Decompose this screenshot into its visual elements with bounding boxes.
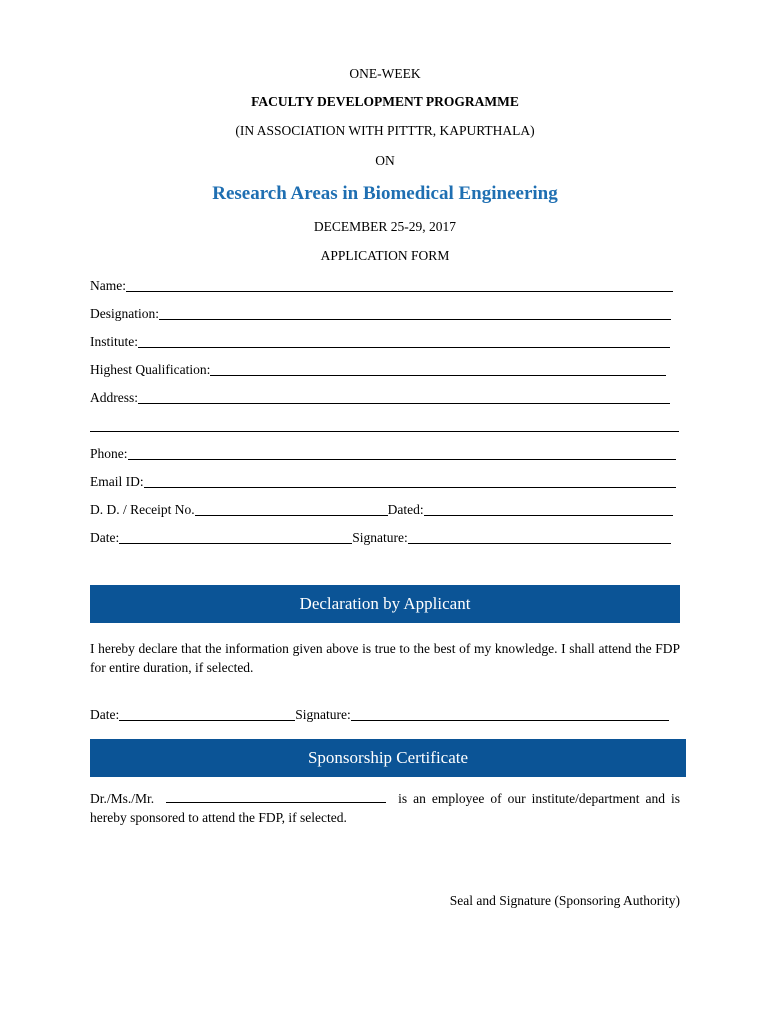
dated-label: Dated: bbox=[387, 502, 424, 517]
declaration-date-signature[interactable] bbox=[90, 707, 669, 723]
header-line-one-week: ONE-WEEK bbox=[349, 66, 421, 81]
address-continuation-line[interactable] bbox=[90, 418, 679, 432]
designation-label: Designation: bbox=[90, 306, 159, 321]
institute-input-line[interactable] bbox=[138, 334, 670, 348]
institute-field[interactable] bbox=[90, 334, 670, 350]
name-label: Name: bbox=[90, 278, 126, 293]
email-label: Email ID: bbox=[90, 474, 144, 489]
email-input-line[interactable] bbox=[144, 474, 676, 488]
declaration-signature-label: Signature: bbox=[295, 707, 351, 722]
address-field[interactable] bbox=[90, 390, 670, 406]
receipt-label: D. D. / Receipt No. bbox=[90, 502, 195, 517]
form-title: APPLICATION FORM bbox=[320, 248, 450, 263]
sponsorship-text bbox=[90, 789, 680, 827]
signature-input-line[interactable] bbox=[408, 530, 671, 544]
date-label: Date: bbox=[90, 530, 120, 545]
qualification-field[interactable] bbox=[90, 362, 666, 378]
header-association: (IN ASSOCIATION WITH PITTTR, KAPURTHALA) bbox=[235, 123, 535, 138]
name-input-line[interactable] bbox=[126, 278, 673, 292]
declaration-signature-line[interactable] bbox=[351, 707, 669, 721]
declaration-banner: Declaration by Applicant bbox=[90, 585, 680, 623]
institute-label: Institute: bbox=[90, 334, 138, 349]
sponsorship-banner: Sponsorship Certificate bbox=[90, 739, 686, 777]
header-programme: FACULTY DEVELOPMENT PROGRAMME bbox=[251, 94, 519, 109]
designation-input-line[interactable] bbox=[159, 306, 671, 320]
phone-label: Phone: bbox=[90, 446, 128, 461]
name-field[interactable] bbox=[90, 278, 673, 294]
address-label: Address: bbox=[90, 390, 138, 405]
email-field[interactable] bbox=[90, 474, 676, 490]
address-continuation-field[interactable] bbox=[90, 418, 679, 432]
declaration-date-line[interactable] bbox=[119, 707, 295, 721]
dated-input-line[interactable] bbox=[424, 502, 673, 516]
phone-field[interactable] bbox=[90, 446, 676, 462]
date-signature-field[interactable] bbox=[90, 530, 671, 546]
page-title: Research Areas in Biomedical Engineering bbox=[212, 183, 558, 204]
phone-input-line[interactable] bbox=[128, 446, 676, 460]
declaration-text: I hereby declare that the information given above is true to the best of my knowledge. I shall attend the FDP for entire duration, if selected. bbox=[90, 641, 680, 675]
designation-field[interactable] bbox=[90, 306, 671, 322]
qualification-input-line[interactable] bbox=[210, 362, 666, 376]
declaration-date-label: Date: bbox=[90, 707, 120, 722]
header-on: ON bbox=[375, 153, 395, 168]
event-dates: DECEMBER 25-29, 2017 bbox=[313, 219, 457, 234]
sponsor-name-line[interactable] bbox=[166, 789, 386, 803]
signature-label: Signature: bbox=[352, 530, 408, 545]
receipt-field[interactable] bbox=[90, 502, 673, 518]
date-input-line[interactable] bbox=[119, 530, 352, 544]
address-input-line[interactable] bbox=[138, 390, 670, 404]
seal-signature-label: Seal and Signature (Sponsoring Authority) bbox=[449, 893, 680, 908]
sponsor-prefix: Dr./Ms./Mr. bbox=[90, 791, 155, 806]
sponsor-body: is an employee of our institute/department and is hereby sponsored to attend the FDP, if selected. bbox=[90, 791, 681, 825]
receipt-input-line[interactable] bbox=[195, 502, 388, 516]
qualification-label: Highest Qualification: bbox=[90, 362, 211, 377]
